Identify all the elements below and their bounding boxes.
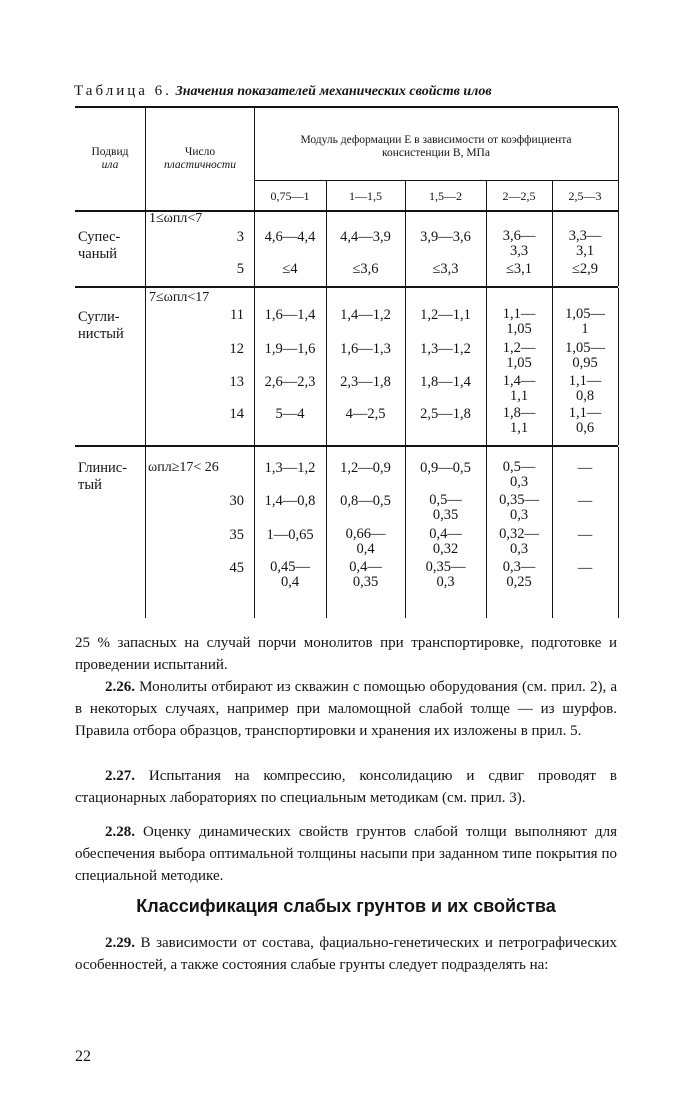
- plasticity-index: 45: [229, 560, 244, 576]
- paragraph-text: В зависимости от состава, фациально-генетических и петрографических особенностей, а также состояния слабые грунты следует подразделять на:: [75, 935, 617, 973]
- modulus-value: —: [577, 560, 593, 576]
- paragraph-number: 2.27.: [105, 768, 149, 784]
- modulus-value: 1,9—1,6: [264, 341, 316, 357]
- modulus-value: 1,8—1,4: [420, 374, 471, 390]
- paragraph: [75, 676, 617, 742]
- modulus-value: 0,32— 0,3: [499, 526, 539, 557]
- table-column-rule: [145, 108, 146, 286]
- plasticity-index: 30: [229, 493, 244, 509]
- range-header-rule: [254, 180, 618, 181]
- soil-type-name: нистый: [78, 326, 124, 342]
- table-column-rule: [145, 288, 146, 445]
- table-top-rule: [75, 106, 618, 108]
- modulus-value: 4,6—4,4: [264, 229, 316, 245]
- modulus-value: ≤3,3: [432, 261, 459, 277]
- modulus-value: 1,3—1,2: [420, 341, 471, 357]
- header-modulus: Модуль деформации E в зависимости от коэффициента консистенции B, МПа: [300, 134, 572, 159]
- table-caption: [74, 82, 614, 101]
- modulus-value: 0,45— 0,4: [270, 559, 310, 590]
- header-plasticity-line: Число: [184, 146, 216, 158]
- paragraph-number: 2.29.: [105, 935, 141, 951]
- modulus-value: 2,6—2,3: [264, 374, 316, 390]
- paragraph: [75, 765, 617, 809]
- modulus-value: 1,2— 1,05: [502, 340, 536, 371]
- paragraph-number: 2.28.: [105, 824, 143, 840]
- modulus-value: 0,35— 0,3: [425, 559, 466, 590]
- modulus-value: 4—2,5: [345, 406, 386, 422]
- modulus-value: —: [577, 493, 593, 509]
- modulus-value: ≤3,6: [352, 261, 379, 277]
- plasticity-condition: 7≤ωпл<17: [149, 290, 210, 305]
- modulus-value: 1,05— 0,95: [565, 340, 605, 371]
- group-rule: [75, 445, 618, 447]
- modulus-value: 0,66— 0,4: [345, 526, 386, 557]
- plasticity-index: 11: [230, 307, 244, 323]
- paragraph-2-29: [75, 932, 617, 976]
- header-range: 1—1,5: [349, 189, 382, 203]
- table-column-rule: [618, 108, 619, 286]
- paragraph-number: 2.26.: [105, 679, 140, 695]
- modulus-value: 1,3—1,2: [264, 460, 316, 476]
- soil-type-name: тый: [78, 477, 102, 493]
- paragraph-text: Оценку динамических свойств грунтов слабой толщи выполняют для обеспечения выбора оптимальной толщины насыпи при заданном типе покрытия по специальной методике.: [75, 824, 617, 884]
- modulus-value: 1,2—1,1: [420, 307, 471, 323]
- modulus-value: 1,1— 0,8: [568, 373, 602, 404]
- modulus-value: —: [577, 460, 593, 476]
- plasticity-condition: ωпл≥17< 26: [148, 460, 219, 475]
- header-range: 2,5—3: [568, 189, 602, 203]
- paragraph: [75, 821, 617, 887]
- header-range: 2—2,5: [502, 189, 536, 203]
- modulus-value: 5—4: [275, 406, 305, 422]
- modulus-value: 0,3— 0,25: [502, 559, 536, 590]
- header-soil-line: ила: [101, 159, 119, 171]
- modulus-value: 0,9—0,5: [420, 460, 471, 476]
- modulus-value: 2,3—1,8: [340, 374, 391, 390]
- modulus-value: ≤4: [282, 261, 298, 277]
- paragraph-text: Монолиты отбирают из скважин с помощью оборудования (см. прил. 2), а в некоторых случаях, например при маломощной слабой толще — из шурфов. Правила отбора образцов, транспортировки и хранения их изложены в прил. 5.: [75, 679, 618, 739]
- modulus-value: 1,8— 1,1: [502, 405, 536, 436]
- modulus-value: 0,5— 0,3: [502, 459, 536, 490]
- modulus-value: 2,5—1,8: [420, 406, 471, 422]
- table-column-rule: [618, 288, 619, 445]
- modulus-value: 1,2—0,9: [340, 460, 391, 476]
- modulus-value: 3,9—3,6: [420, 229, 471, 245]
- modulus-value: 1,4— 1,1: [502, 373, 536, 404]
- header-range: 1,5—2: [429, 189, 462, 203]
- header-soil-line: Подвид: [91, 146, 129, 158]
- modulus-value: 1,1— 0,6: [568, 405, 602, 436]
- paragraph-text: Испытания на компрессию, консолидацию и сдвиг проводят в стационарных лабораториях по специальным методикам (см. прил. 3).: [75, 768, 617, 806]
- modulus-value: 1,4—1,2: [340, 307, 391, 323]
- modulus-value: 0,4— 0,35: [349, 559, 382, 590]
- header-range: 0,75—1: [270, 189, 310, 203]
- group-rule: [75, 286, 618, 288]
- soil-type-name: Глинис-: [78, 460, 128, 476]
- plasticity-index: 14: [229, 406, 244, 422]
- modulus-value: —: [577, 527, 593, 543]
- plasticity-index: 13: [229, 374, 244, 390]
- modulus-value: 0,8—0,5: [340, 493, 391, 509]
- modulus-value: 0,5— 0,35: [429, 492, 462, 523]
- plasticity-index: 5: [236, 261, 244, 277]
- paragraph: [75, 632, 617, 676]
- modulus-value: 1,4—0,8: [264, 493, 316, 509]
- table-caption-title: Значения показателей механических свойств илов: [175, 84, 492, 99]
- modulus-value: 0,35— 0,3: [499, 492, 539, 523]
- modulus-value: 1,05— 1: [565, 306, 605, 337]
- table-column-rule: [618, 447, 619, 618]
- plasticity-index: 35: [229, 527, 244, 543]
- soil-type-name: Сугли-: [78, 309, 120, 325]
- page-number: 22: [75, 1048, 91, 1065]
- modulus-value: 3,3— 3,1: [568, 228, 602, 259]
- plasticity-index: 3: [236, 229, 244, 245]
- section-heading: Классификация слабых грунтов и их свойства: [136, 896, 556, 916]
- modulus-value: 1,6—1,3: [340, 341, 391, 357]
- modulus-value: 1,6—1,4: [264, 307, 316, 323]
- modulus-value: 0,4— 0,32: [429, 526, 462, 557]
- soil-type-name: Супес-: [78, 229, 121, 245]
- plasticity-index: 12: [229, 341, 244, 357]
- header-plasticity-line: пластичности: [164, 159, 236, 171]
- modulus-value: 1,1— 1,05: [502, 306, 536, 337]
- table-caption-label: Таблица 6.: [74, 83, 172, 99]
- table-column-rule: [145, 447, 146, 618]
- modulus-value: ≤3,1: [505, 261, 533, 277]
- soil-type-name: чаный: [78, 246, 117, 262]
- modulus-value: 1—0,65: [266, 527, 314, 543]
- paragraph-text: 25 % запасных на случай порчи монолитов при транспортировке, подготовке и проведении испытаний.: [75, 635, 617, 673]
- modulus-value: 3,6— 3,3: [502, 228, 536, 259]
- plasticity-condition: 1≤ωпл<7: [149, 211, 203, 226]
- modulus-value: ≤2,9: [571, 261, 599, 277]
- modulus-value: 4,4—3,9: [340, 229, 391, 245]
